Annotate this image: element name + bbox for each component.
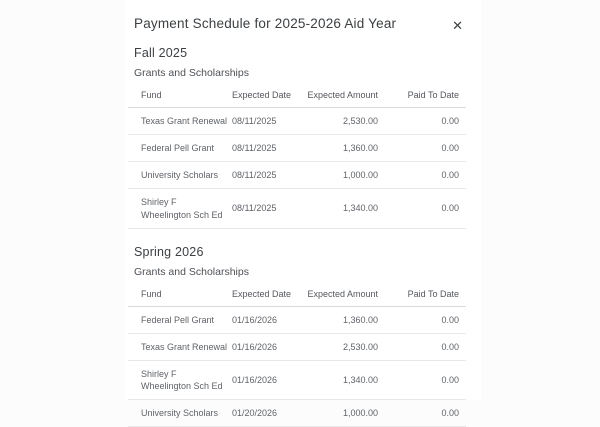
term-heading: Spring 2026 bbox=[134, 244, 204, 259]
table-header-row bbox=[128, 84, 466, 108]
fund-cell: Shirley F Wheelington Sch Ed bbox=[128, 360, 232, 399]
term-heading: Fall 2025 bbox=[134, 46, 188, 60]
dialog-header bbox=[125, 0, 481, 34]
expected-date-cell: 08/11/2025 bbox=[232, 108, 304, 135]
table-row bbox=[128, 135, 466, 162]
column-header-fund: Fund bbox=[128, 283, 232, 307]
fund-cell: Federal Pell Grant bbox=[128, 306, 232, 333]
expected-date-cell: 01/16/2026 bbox=[232, 333, 304, 360]
expected-amount-cell: 1,340.00 bbox=[304, 189, 386, 228]
expected-date-cell: 08/11/2025 bbox=[232, 135, 304, 162]
column-header-expected-date: Expected Date bbox=[232, 84, 304, 108]
category-heading: Grants and Scholarships bbox=[134, 67, 249, 79]
column-header-expected-amount: Expected Amount bbox=[304, 283, 386, 307]
paid-to-date-cell: 0.00 bbox=[386, 306, 466, 333]
expected-date-cell: 01/20/2026 bbox=[232, 400, 304, 427]
expected-amount-cell: 1,000.00 bbox=[304, 400, 386, 427]
fund-cell: Federal Pell Grant bbox=[128, 135, 232, 162]
payments-table-fall bbox=[128, 84, 466, 229]
expected-amount-cell: 1,340.00 bbox=[304, 360, 386, 399]
fund-cell: Shirley F Wheelington Sch Ed bbox=[128, 189, 232, 228]
expected-amount-cell: 1,360.00 bbox=[304, 135, 386, 162]
expected-date-cell: 08/11/2025 bbox=[232, 162, 304, 189]
column-header-fund: Fund bbox=[128, 84, 232, 108]
table-row bbox=[128, 306, 466, 333]
section-fall-2025 bbox=[125, 46, 481, 229]
table-row bbox=[128, 360, 466, 399]
column-header-paid-to-date: Paid To Date bbox=[386, 283, 466, 307]
column-header-paid-to-date: Paid To Date bbox=[386, 84, 466, 108]
payments-table-spring bbox=[128, 283, 466, 427]
paid-to-date-cell: 0.00 bbox=[386, 400, 466, 427]
paid-to-date-cell: 0.00 bbox=[386, 189, 466, 228]
expected-amount-cell: 1,360.00 bbox=[304, 306, 386, 333]
column-header-expected-date: Expected Date bbox=[232, 283, 304, 307]
paid-to-date-cell: 0.00 bbox=[386, 360, 466, 399]
payment-schedule-dialog bbox=[125, 0, 481, 419]
paid-to-date-cell: 0.00 bbox=[386, 162, 466, 189]
table-row bbox=[128, 162, 466, 189]
expected-amount-cell: 1,000.00 bbox=[304, 162, 386, 189]
expected-date-cell: 08/11/2025 bbox=[232, 189, 304, 228]
table-row bbox=[128, 189, 466, 228]
category-heading: Grants and Scholarships bbox=[134, 265, 249, 278]
paid-to-date-cell: 0.00 bbox=[386, 135, 466, 162]
column-header-expected-amount: Expected Amount bbox=[304, 84, 386, 108]
expected-date-cell: 01/16/2026 bbox=[232, 360, 304, 399]
paid-to-date-cell: 0.00 bbox=[386, 108, 466, 135]
table-header-row bbox=[128, 283, 466, 307]
fund-cell: Texas Grant Renewal bbox=[128, 333, 232, 360]
dialog-title: Payment Schedule for 2025-2026 Aid Year bbox=[134, 16, 397, 31]
fund-cell: University Scholars bbox=[128, 400, 232, 427]
fund-cell: Texas Grant Renewal bbox=[128, 108, 232, 135]
close-button[interactable] bbox=[450, 17, 465, 34]
table-row bbox=[128, 333, 466, 360]
fund-cell: University Scholars bbox=[128, 162, 232, 189]
table-row bbox=[128, 108, 466, 135]
paid-to-date-cell: 0.00 bbox=[386, 333, 466, 360]
table-row bbox=[128, 400, 466, 427]
close-icon: ✕ bbox=[452, 18, 463, 33]
expected-amount-cell: 2,530.00 bbox=[304, 108, 386, 135]
expected-date-cell: 01/16/2026 bbox=[232, 306, 304, 333]
expected-amount-cell: 2,530.00 bbox=[304, 333, 386, 360]
